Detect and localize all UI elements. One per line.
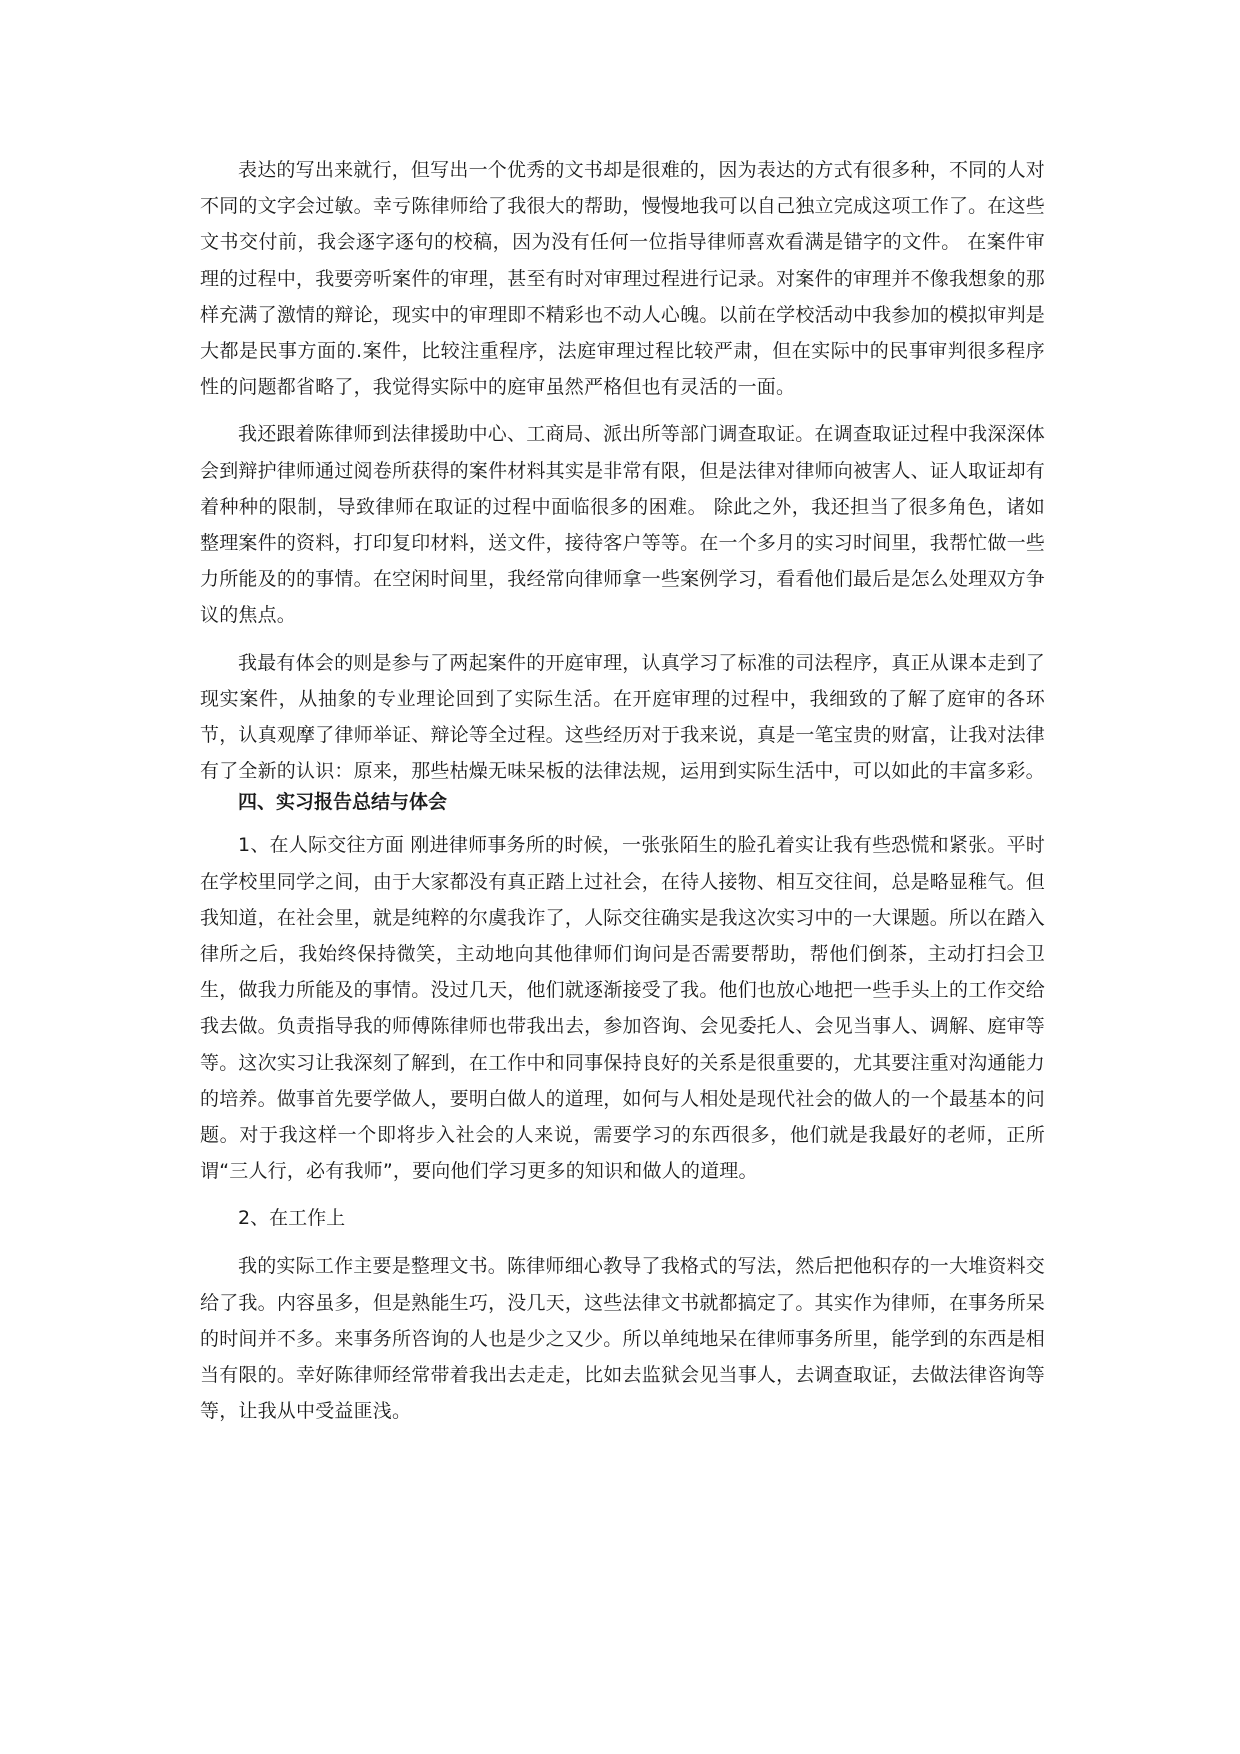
paragraph-interpersonal: 1、在人际交往方面 刚进律师事务所的时候，一张张陌生的脸孔着实让我有些恐慌和紧张。平时在学校里同学之间，由于大家都没有真正踏上过社会，在待人接物、相互交往间，总是略显稚气。但我知道，在社会里，就是纯粹的尔虞我诈了，人际交往确实是我这次实习中的一大课题。所以在踏入律所之后，我始终保持微笑，主动地向其他律师们询问是否需要帮助，帮他们倒茶，主动打扫会卫生，做我力所能及的事情。没过几天，他们就逐渐接受了我。他们也放心地把一些手头上的工作交给我去做。负责指导我的师傅陈律师也带我出去，参加咨询、会见委托人、会见当事人、调解、庭审等等。这次实习让我深刻了解到，在工作中和同事保持良好的关系是很重要的，尤其要注重对沟通能力的培养。做事首先要学做人，要明白做人的道理，如何与人相处是现代社会的做人的一个最基本的问题。对于我这样一个即将步入社会的人来说，需要学习的东西很多，他们就是我最好的老师，正所谓“三人行，必有我师”，要向他们学习更多的知识和做人的道理。 [200,834,1045,1183]
subheading-work: 2、在工作上 [238,1207,346,1230]
paragraph-document-drafting: 表达的写出来就行，但写出一个优秀的文书却是很难的，因为表达的方式有很多种，不同的人对不同的文字会过敏。幸亏陈律师给了我很大的帮助，慢慢地我可以自己独立完成这项工作了。在这些文书交付前，我会逐字逐句的校稿，因为没有任何一位指导律师喜欢看满是错字的文件。 在案件审理的过程中，我要旁听案件的审理，甚至有时对审理过程进行记录。对案件的审理并不像我想象的那样充满了激情的辩论，现实中的审理即不精彩也不动人心魄。以前在学校活动中我参加的模拟审判是大都是民事方面的.案件，比较注重程序，法庭审理过程比较严肃，但在实际中的民事审判很多程序性的问题都省略了，我觉得实际中的庭审虽然严格但也有灵活的一面。 [200,159,1045,399]
paragraph-work: 我的实际工作主要是整理文书。陈律师细心教导了我格式的写法，然后把他积存的一大堆资料交给了我。内容虽多，但是熟能生巧，没几天，这些法律文书就都搞定了。其实作为律师，在事务所呆的时间并不多。来事务所咨询的人也是少之又少。所以单纯地呆在律师事务所里，能学到的东西是相当有限的。幸好陈律师经常带着我出去走走，比如去监狱会见当事人，去调查取证，去做法律咨询等等，让我从中受益匪浅。 [200,1255,1045,1423]
section-heading-summary: 四、实习报告总结与体会 [238,791,448,814]
document-body [200,152,1045,1430]
paragraph-investigation: 我还跟着陈律师到法律援助中心、工商局、派出所等部门调查取证。在调查取证过程中我深深体会到辩护律师通过阅卷所获得的案件材料其实是非常有限，但是法律对律师向被害人、证人取证却有着种种的限制，导致律师在取证的过程中面临很多的困难。 除此之外，我还担当了很多角色，诸如整理案件的资料，打印复印材料，送文件，接待客户等等。在一个多月的实习时间里，我帮忙做一些力所能及的的事情。在空闲时间里，我经常向律师拿一些案例学习，看看他们最后是怎么处理双方争议的焦点。 [200,423,1045,627]
paragraph-court-hearing: 我最有体会的则是参与了两起案件的开庭审理，认真学习了标准的司法程序，真正从课本走到了现实案件，从抽象的专业理论回到了实际生活。在开庭审理的过程中，我细致的了解了庭审的各环节，认真观摩了律师举证、辩论等全过程。这些经历对于我来说，真是一笔宝贵的财富，让我对法律有了全新的认识：原来，那些枯燥无味呆板的法律法规，运用到实际生活中，可以如此的丰富多彩。 [200,651,1045,783]
